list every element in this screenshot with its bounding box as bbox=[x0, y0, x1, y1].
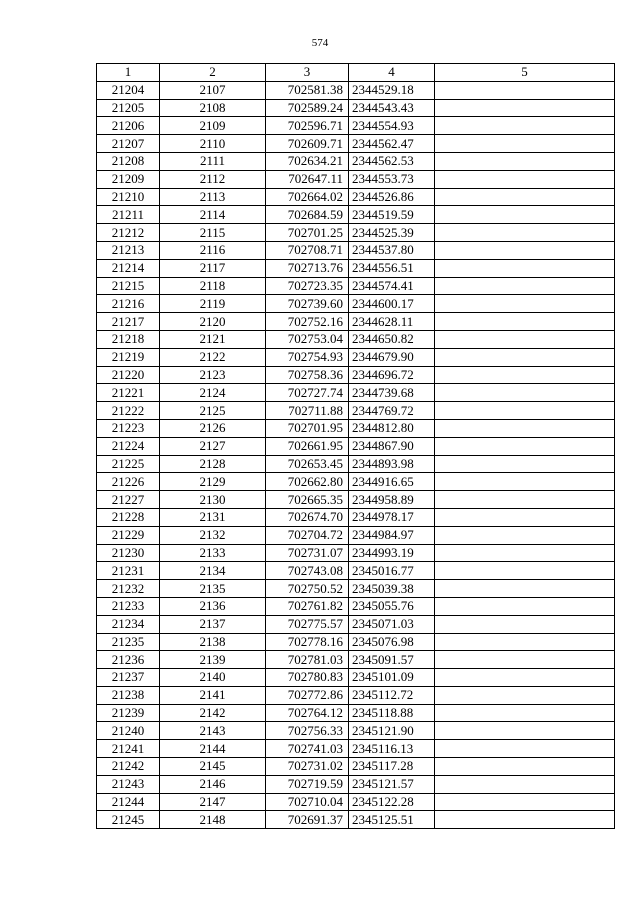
x-coordinate-cell: 702761.82 bbox=[266, 597, 349, 615]
y-coordinate-cell: 2344739.68 bbox=[349, 384, 435, 402]
x-coordinate-cell: 702756.33 bbox=[266, 722, 349, 740]
x-coordinate-cell: 702764.12 bbox=[266, 704, 349, 722]
table-row bbox=[97, 473, 615, 491]
x-coordinate-cell: 702781.03 bbox=[266, 651, 349, 669]
note-cell bbox=[435, 544, 615, 562]
point-id-cell: 21238 bbox=[97, 686, 160, 704]
table-row bbox=[97, 135, 615, 153]
y-coordinate-cell: 2344519.59 bbox=[349, 206, 435, 224]
table-row bbox=[97, 241, 615, 259]
x-coordinate-cell: 702741.03 bbox=[266, 740, 349, 758]
table-row bbox=[97, 152, 615, 170]
note-cell bbox=[435, 99, 615, 117]
point-number-cell: 2115 bbox=[160, 224, 266, 242]
note-cell bbox=[435, 758, 615, 776]
y-coordinate-cell: 2345118.88 bbox=[349, 704, 435, 722]
x-coordinate-cell: 702684.59 bbox=[266, 206, 349, 224]
point-number-cell: 2110 bbox=[160, 135, 266, 153]
point-number-cell: 2146 bbox=[160, 775, 266, 793]
note-cell bbox=[435, 793, 615, 811]
point-id-cell: 21229 bbox=[97, 526, 160, 544]
note-cell bbox=[435, 348, 615, 366]
y-coordinate-cell: 2344556.51 bbox=[349, 259, 435, 277]
point-id-cell: 21236 bbox=[97, 651, 160, 669]
point-number-cell: 2129 bbox=[160, 473, 266, 491]
table-row bbox=[97, 704, 615, 722]
point-number-cell: 2130 bbox=[160, 491, 266, 509]
note-cell bbox=[435, 704, 615, 722]
point-id-cell: 21212 bbox=[97, 224, 160, 242]
note-cell bbox=[435, 170, 615, 188]
point-number-cell: 2122 bbox=[160, 348, 266, 366]
y-coordinate-cell: 2345112.72 bbox=[349, 686, 435, 704]
point-id-cell: 21231 bbox=[97, 562, 160, 580]
note-cell bbox=[435, 224, 615, 242]
y-coordinate-cell: 2345121.90 bbox=[349, 722, 435, 740]
point-id-cell: 21216 bbox=[97, 295, 160, 313]
note-cell bbox=[435, 188, 615, 206]
point-number-cell: 2116 bbox=[160, 241, 266, 259]
x-coordinate-cell: 702731.02 bbox=[266, 758, 349, 776]
x-coordinate-cell: 702704.72 bbox=[266, 526, 349, 544]
x-coordinate-cell: 702753.04 bbox=[266, 330, 349, 348]
point-number-cell: 2113 bbox=[160, 188, 266, 206]
table-row bbox=[97, 491, 615, 509]
point-id-cell: 21245 bbox=[97, 811, 160, 829]
table-row bbox=[97, 402, 615, 420]
note-cell bbox=[435, 740, 615, 758]
table-row bbox=[97, 81, 615, 99]
note-cell bbox=[435, 330, 615, 348]
point-number-cell: 2143 bbox=[160, 722, 266, 740]
table-row bbox=[97, 793, 615, 811]
point-number-cell: 2107 bbox=[160, 81, 266, 99]
coordinates-table bbox=[96, 63, 615, 829]
note-cell bbox=[435, 811, 615, 829]
x-coordinate-cell: 702739.60 bbox=[266, 295, 349, 313]
table-body bbox=[97, 81, 615, 828]
point-id-cell: 21218 bbox=[97, 330, 160, 348]
x-coordinate-cell: 702758.36 bbox=[266, 366, 349, 384]
table-row bbox=[97, 580, 615, 598]
point-number-cell: 2148 bbox=[160, 811, 266, 829]
y-coordinate-cell: 2344600.17 bbox=[349, 295, 435, 313]
y-coordinate-cell: 2344812.80 bbox=[349, 419, 435, 437]
point-number-cell: 2136 bbox=[160, 597, 266, 615]
table-row bbox=[97, 544, 615, 562]
y-coordinate-cell: 2344526.86 bbox=[349, 188, 435, 206]
table-row bbox=[97, 508, 615, 526]
point-id-cell: 21208 bbox=[97, 152, 160, 170]
point-id-cell: 21206 bbox=[97, 117, 160, 135]
table-row bbox=[97, 775, 615, 793]
y-coordinate-cell: 2345055.76 bbox=[349, 597, 435, 615]
x-coordinate-cell: 702647.11 bbox=[266, 170, 349, 188]
table-row bbox=[97, 722, 615, 740]
note-cell bbox=[435, 206, 615, 224]
point-number-cell: 2108 bbox=[160, 99, 266, 117]
table-row bbox=[97, 669, 615, 687]
point-id-cell: 21224 bbox=[97, 437, 160, 455]
point-number-cell: 2118 bbox=[160, 277, 266, 295]
y-coordinate-cell: 2344562.53 bbox=[349, 152, 435, 170]
table-row bbox=[97, 597, 615, 615]
x-coordinate-cell: 702780.83 bbox=[266, 669, 349, 687]
table-row bbox=[97, 117, 615, 135]
point-id-cell: 21241 bbox=[97, 740, 160, 758]
point-id-cell: 21209 bbox=[97, 170, 160, 188]
note-cell bbox=[435, 491, 615, 509]
note-cell bbox=[435, 455, 615, 473]
note-cell bbox=[435, 277, 615, 295]
column-header: 1 bbox=[97, 64, 160, 82]
note-cell bbox=[435, 669, 615, 687]
point-number-cell: 2125 bbox=[160, 402, 266, 420]
y-coordinate-cell: 2345117.28 bbox=[349, 758, 435, 776]
y-coordinate-cell: 2344893.98 bbox=[349, 455, 435, 473]
y-coordinate-cell: 2344984.97 bbox=[349, 526, 435, 544]
point-id-cell: 21204 bbox=[97, 81, 160, 99]
x-coordinate-cell: 702596.71 bbox=[266, 117, 349, 135]
point-id-cell: 21239 bbox=[97, 704, 160, 722]
point-number-cell: 2140 bbox=[160, 669, 266, 687]
table-row bbox=[97, 348, 615, 366]
x-coordinate-cell: 702589.24 bbox=[266, 99, 349, 117]
table-row bbox=[97, 206, 615, 224]
point-number-cell: 2138 bbox=[160, 633, 266, 651]
x-coordinate-cell: 702754.93 bbox=[266, 348, 349, 366]
point-id-cell: 21232 bbox=[97, 580, 160, 598]
point-number-cell: 2109 bbox=[160, 117, 266, 135]
note-cell bbox=[435, 384, 615, 402]
table-row bbox=[97, 188, 615, 206]
point-id-cell: 21205 bbox=[97, 99, 160, 117]
x-coordinate-cell: 702723.35 bbox=[266, 277, 349, 295]
point-number-cell: 2137 bbox=[160, 615, 266, 633]
note-cell bbox=[435, 117, 615, 135]
table-row bbox=[97, 419, 615, 437]
point-number-cell: 2132 bbox=[160, 526, 266, 544]
point-number-cell: 2145 bbox=[160, 758, 266, 776]
x-coordinate-cell: 702719.59 bbox=[266, 775, 349, 793]
y-coordinate-cell: 2344554.93 bbox=[349, 117, 435, 135]
table-row bbox=[97, 384, 615, 402]
x-coordinate-cell: 702665.35 bbox=[266, 491, 349, 509]
y-coordinate-cell: 2345076.98 bbox=[349, 633, 435, 651]
y-coordinate-cell: 2345016.77 bbox=[349, 562, 435, 580]
note-cell bbox=[435, 633, 615, 651]
point-id-cell: 21217 bbox=[97, 313, 160, 331]
column-header: 5 bbox=[435, 64, 615, 82]
point-id-cell: 21228 bbox=[97, 508, 160, 526]
point-id-cell: 21213 bbox=[97, 241, 160, 259]
table-row bbox=[97, 526, 615, 544]
y-coordinate-cell: 2344696.72 bbox=[349, 366, 435, 384]
note-cell bbox=[435, 437, 615, 455]
point-number-cell: 2126 bbox=[160, 419, 266, 437]
point-id-cell: 21225 bbox=[97, 455, 160, 473]
y-coordinate-cell: 2344525.39 bbox=[349, 224, 435, 242]
x-coordinate-cell: 702775.57 bbox=[266, 615, 349, 633]
note-cell bbox=[435, 722, 615, 740]
note-cell bbox=[435, 651, 615, 669]
point-id-cell: 21211 bbox=[97, 206, 160, 224]
point-id-cell: 21222 bbox=[97, 402, 160, 420]
note-cell bbox=[435, 473, 615, 491]
x-coordinate-cell: 702713.76 bbox=[266, 259, 349, 277]
x-coordinate-cell: 702752.16 bbox=[266, 313, 349, 331]
y-coordinate-cell: 2344543.43 bbox=[349, 99, 435, 117]
table-row bbox=[97, 740, 615, 758]
point-id-cell: 21219 bbox=[97, 348, 160, 366]
table-row bbox=[97, 295, 615, 313]
note-cell bbox=[435, 295, 615, 313]
y-coordinate-cell: 2344574.41 bbox=[349, 277, 435, 295]
point-number-cell: 2117 bbox=[160, 259, 266, 277]
point-id-cell: 21243 bbox=[97, 775, 160, 793]
x-coordinate-cell: 702772.86 bbox=[266, 686, 349, 704]
note-cell bbox=[435, 615, 615, 633]
point-number-cell: 2121 bbox=[160, 330, 266, 348]
x-coordinate-cell: 702674.70 bbox=[266, 508, 349, 526]
y-coordinate-cell: 2345116.13 bbox=[349, 740, 435, 758]
x-coordinate-cell: 702711.88 bbox=[266, 402, 349, 420]
note-cell bbox=[435, 259, 615, 277]
y-coordinate-cell: 2344537.80 bbox=[349, 241, 435, 259]
y-coordinate-cell: 2344867.90 bbox=[349, 437, 435, 455]
point-number-cell: 2128 bbox=[160, 455, 266, 473]
note-cell bbox=[435, 152, 615, 170]
point-id-cell: 21227 bbox=[97, 491, 160, 509]
point-id-cell: 21237 bbox=[97, 669, 160, 687]
column-header: 3 bbox=[266, 64, 349, 82]
x-coordinate-cell: 702701.25 bbox=[266, 224, 349, 242]
x-coordinate-cell: 702731.07 bbox=[266, 544, 349, 562]
x-coordinate-cell: 702609.71 bbox=[266, 135, 349, 153]
y-coordinate-cell: 2345091.57 bbox=[349, 651, 435, 669]
point-id-cell: 21226 bbox=[97, 473, 160, 491]
note-cell bbox=[435, 313, 615, 331]
x-coordinate-cell: 702701.95 bbox=[266, 419, 349, 437]
point-number-cell: 2111 bbox=[160, 152, 266, 170]
point-id-cell: 21244 bbox=[97, 793, 160, 811]
point-id-cell: 21242 bbox=[97, 758, 160, 776]
y-coordinate-cell: 2345071.03 bbox=[349, 615, 435, 633]
y-coordinate-cell: 2345125.51 bbox=[349, 811, 435, 829]
point-number-cell: 2133 bbox=[160, 544, 266, 562]
point-number-cell: 2123 bbox=[160, 366, 266, 384]
point-number-cell: 2141 bbox=[160, 686, 266, 704]
note-cell bbox=[435, 508, 615, 526]
point-id-cell: 21220 bbox=[97, 366, 160, 384]
y-coordinate-cell: 2345122.28 bbox=[349, 793, 435, 811]
point-number-cell: 2120 bbox=[160, 313, 266, 331]
point-id-cell: 21234 bbox=[97, 615, 160, 633]
x-coordinate-cell: 702653.45 bbox=[266, 455, 349, 473]
note-cell bbox=[435, 597, 615, 615]
table-row bbox=[97, 651, 615, 669]
point-id-cell: 21221 bbox=[97, 384, 160, 402]
note-cell bbox=[435, 81, 615, 99]
x-coordinate-cell: 702710.04 bbox=[266, 793, 349, 811]
y-coordinate-cell: 2344628.11 bbox=[349, 313, 435, 331]
point-id-cell: 21240 bbox=[97, 722, 160, 740]
column-header: 2 bbox=[160, 64, 266, 82]
point-number-cell: 2119 bbox=[160, 295, 266, 313]
y-coordinate-cell: 2344650.82 bbox=[349, 330, 435, 348]
table-row bbox=[97, 313, 615, 331]
point-number-cell: 2114 bbox=[160, 206, 266, 224]
table-row bbox=[97, 366, 615, 384]
x-coordinate-cell: 702661.95 bbox=[266, 437, 349, 455]
table-row bbox=[97, 686, 615, 704]
note-cell bbox=[435, 775, 615, 793]
x-coordinate-cell: 702727.74 bbox=[266, 384, 349, 402]
table-row bbox=[97, 633, 615, 651]
column-header: 4 bbox=[349, 64, 435, 82]
point-id-cell: 21235 bbox=[97, 633, 160, 651]
y-coordinate-cell: 2344993.19 bbox=[349, 544, 435, 562]
note-cell bbox=[435, 419, 615, 437]
table-header-row bbox=[97, 64, 615, 82]
y-coordinate-cell: 2344978.17 bbox=[349, 508, 435, 526]
point-id-cell: 21210 bbox=[97, 188, 160, 206]
note-cell bbox=[435, 526, 615, 544]
point-id-cell: 21215 bbox=[97, 277, 160, 295]
table-row bbox=[97, 170, 615, 188]
table-row bbox=[97, 455, 615, 473]
y-coordinate-cell: 2344958.89 bbox=[349, 491, 435, 509]
table-row bbox=[97, 437, 615, 455]
point-number-cell: 2139 bbox=[160, 651, 266, 669]
note-cell bbox=[435, 241, 615, 259]
note-cell bbox=[435, 366, 615, 384]
x-coordinate-cell: 702750.52 bbox=[266, 580, 349, 598]
y-coordinate-cell: 2344529.18 bbox=[349, 81, 435, 99]
point-number-cell: 2112 bbox=[160, 170, 266, 188]
table-row bbox=[97, 277, 615, 295]
x-coordinate-cell: 702778.16 bbox=[266, 633, 349, 651]
x-coordinate-cell: 702664.02 bbox=[266, 188, 349, 206]
point-id-cell: 21230 bbox=[97, 544, 160, 562]
y-coordinate-cell: 2344916.65 bbox=[349, 473, 435, 491]
point-number-cell: 2147 bbox=[160, 793, 266, 811]
x-coordinate-cell: 702662.80 bbox=[266, 473, 349, 491]
note-cell bbox=[435, 402, 615, 420]
y-coordinate-cell: 2344562.47 bbox=[349, 135, 435, 153]
point-id-cell: 21207 bbox=[97, 135, 160, 153]
table-row bbox=[97, 811, 615, 829]
note-cell bbox=[435, 562, 615, 580]
table-row bbox=[97, 259, 615, 277]
point-id-cell: 21223 bbox=[97, 419, 160, 437]
x-coordinate-cell: 702691.37 bbox=[266, 811, 349, 829]
y-coordinate-cell: 2344553.73 bbox=[349, 170, 435, 188]
y-coordinate-cell: 2344769.72 bbox=[349, 402, 435, 420]
point-number-cell: 2135 bbox=[160, 580, 266, 598]
point-number-cell: 2127 bbox=[160, 437, 266, 455]
table-row bbox=[97, 330, 615, 348]
note-cell bbox=[435, 135, 615, 153]
x-coordinate-cell: 702708.71 bbox=[266, 241, 349, 259]
table-row bbox=[97, 615, 615, 633]
note-cell bbox=[435, 686, 615, 704]
x-coordinate-cell: 702743.08 bbox=[266, 562, 349, 580]
y-coordinate-cell: 2345101.09 bbox=[349, 669, 435, 687]
x-coordinate-cell: 702581.38 bbox=[266, 81, 349, 99]
note-cell bbox=[435, 580, 615, 598]
y-coordinate-cell: 2345121.57 bbox=[349, 775, 435, 793]
point-id-cell: 21214 bbox=[97, 259, 160, 277]
table-row bbox=[97, 99, 615, 117]
point-number-cell: 2144 bbox=[160, 740, 266, 758]
table-row bbox=[97, 562, 615, 580]
table-row bbox=[97, 224, 615, 242]
point-number-cell: 2131 bbox=[160, 508, 266, 526]
table-row bbox=[97, 758, 615, 776]
point-id-cell: 21233 bbox=[97, 597, 160, 615]
point-number-cell: 2134 bbox=[160, 562, 266, 580]
x-coordinate-cell: 702634.21 bbox=[266, 152, 349, 170]
y-coordinate-cell: 2345039.38 bbox=[349, 580, 435, 598]
y-coordinate-cell: 2344679.90 bbox=[349, 348, 435, 366]
point-number-cell: 2124 bbox=[160, 384, 266, 402]
page-number: 574 bbox=[311, 37, 329, 49]
point-number-cell: 2142 bbox=[160, 704, 266, 722]
